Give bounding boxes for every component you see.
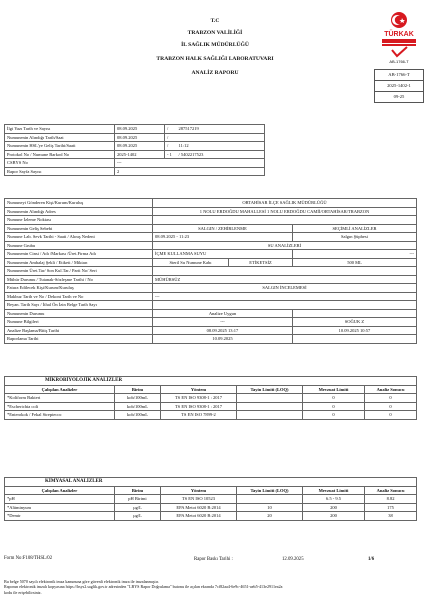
details-row [5, 275, 417, 284]
method: TS EN ISO 7899-2 [161, 411, 237, 420]
info-label: İlgi Yazı Tarih ve Sayısı [5, 125, 115, 134]
limit: 200 [303, 503, 365, 512]
method: TS EN ISO 9308-1 : 2017 [161, 394, 237, 403]
details-row [5, 233, 417, 242]
col-header: Analiz Sonucu [365, 486, 417, 495]
detail-label: Raporlama Tarihi [5, 335, 153, 344]
micro-header-row [5, 385, 417, 394]
detail-value: SALGIN / ZEHİRLENME [153, 224, 293, 233]
detail-value: Analize Uygun [153, 309, 293, 318]
col-header: Çalışılan Analizler [5, 486, 115, 495]
info-row [5, 142, 265, 151]
report-month: 09-25 [393, 94, 405, 99]
info-row [5, 159, 265, 168]
analysis-name: *pH [5, 495, 115, 504]
table-row [5, 495, 417, 504]
detail-label: Numune Bilgileri [5, 318, 153, 327]
details-row [5, 199, 417, 208]
header-line3: İL SAĞLIK MÜDÜRLÜĞÜ [181, 42, 249, 48]
detail-value: ETİKETSİZ [229, 258, 293, 267]
detail-value [153, 216, 417, 225]
unit: µg/L [115, 503, 161, 512]
details-row [5, 301, 417, 310]
col-header: Birim [115, 385, 161, 394]
limit: 0 [303, 394, 365, 403]
detail-value [153, 301, 417, 310]
micro-table [4, 376, 417, 420]
col-header: Çalışılan Analizler [5, 385, 115, 394]
accreditation-code: AB-1766-T [375, 70, 423, 81]
detail-value: MÜHÜRSÜZ [153, 275, 417, 284]
col-header: Yöntem [161, 486, 237, 495]
print-date: 12.09.2025 [282, 557, 304, 562]
result: 8.82 [365, 495, 417, 504]
detail-label: Numunenin Cinsi / Adı /Markası /Üret.Firma Adı [5, 250, 153, 259]
note-line: Bu belge 5070 sayılı elektronik imza kanununa göre güvenli elektronik imza ile imzalanmıştır. [4, 579, 159, 584]
col-header: Mevzuat Limiti [303, 486, 365, 495]
detail-label: Numunenin Durumu [5, 309, 153, 318]
info-label: Protokol No / Numune Barkod No [5, 150, 115, 159]
result: 38 [365, 512, 417, 521]
info-value: / 5402217523 [177, 150, 265, 159]
detail-value [293, 335, 417, 344]
method: TS EN ISO 9308-1 : 2017 [161, 402, 237, 411]
detail-value [293, 309, 417, 318]
details-row [5, 335, 417, 344]
detail-value: İÇME KULLANMA SUYU [153, 250, 293, 259]
unit: kob/100mL [115, 411, 161, 420]
micro-title: MİKROBİYOLOJİK ANALİZLER [5, 377, 417, 386]
details-row [5, 224, 417, 233]
details-row [5, 267, 417, 276]
table-row [5, 402, 417, 411]
loq [237, 402, 303, 411]
info-value: 08.09.2025 [115, 142, 165, 151]
chem-table [4, 477, 417, 521]
result: 0 [365, 402, 417, 411]
unit: pH Birimi [115, 495, 161, 504]
col-header: Yöntem [161, 385, 237, 394]
analysis-name: *Koliform Bakteri [5, 394, 115, 403]
detail-value: 500 ML [293, 258, 417, 267]
details-row [5, 284, 417, 293]
col-header: Tayin Limiti (LOQ) [237, 486, 303, 495]
table-row [5, 512, 417, 521]
detail-label: Beyan. Tarih Sayı / İthal Ön İzin Belge Tarih Sayı [5, 301, 153, 310]
detail-value: 08.09.2025 - 11:23 [153, 233, 293, 242]
info-value: --- [115, 159, 265, 168]
detail-value: SALGIN İNCELEMESİ [153, 284, 417, 293]
detail-label: Numunenin Üret.Tar/ Son Kul.Tar./ Parti No/ Seri [5, 267, 153, 276]
report-number: 2025-1402-1 [375, 81, 423, 92]
details-row [5, 250, 417, 259]
analysis-name: *Escherichia coli [5, 402, 115, 411]
turkak-logo [374, 10, 424, 64]
info-value: 287517219 [177, 125, 265, 134]
detail-label: Numune Grubu [5, 241, 153, 250]
detail-label: Analize Başlama/Bitiş Tarihi [5, 326, 153, 335]
info-row [5, 125, 265, 134]
details-table [4, 198, 417, 344]
detail-value: --- [153, 318, 293, 327]
table-row [5, 394, 417, 403]
info-value: 08.09.2025 [115, 125, 165, 134]
method: EPA Metot 6020 B:2014 [161, 503, 237, 512]
details-row [5, 292, 417, 301]
detail-label: Numuneyi Gönderen Kişi/Kurum/Kuruluş [5, 199, 153, 208]
detail-label: Numunenin Geliş Sebebi [5, 224, 153, 233]
header-line1: T.C [210, 18, 220, 24]
info-label: Numunenin HSL'ye Geliş Tarihi/Saati [5, 142, 115, 151]
details-row [5, 326, 417, 335]
info-label: CSBYS No [5, 159, 115, 168]
signature-note [4, 579, 424, 595]
details-row [5, 216, 417, 225]
unit: kob/100mL [115, 394, 161, 403]
loq [237, 394, 303, 403]
header-line2: TRABZON VALİLİĞİ [187, 30, 243, 36]
info-label: Numunenin Alındığı Tarih/Saat [5, 133, 115, 142]
detail-label: Numunenin Ambalaj Şekli / Etiketi / Miktarı [5, 258, 153, 267]
loq: 20 [237, 512, 303, 521]
detail-value: SU ANALİZLERİ [153, 241, 417, 250]
detail-value [153, 267, 417, 276]
info-value: 2025-1402 [115, 150, 165, 159]
info-sep: / [165, 125, 177, 134]
method: TS EN ISO 10523 [161, 495, 237, 504]
detail-value: 08.09.2025 13:17 [153, 326, 293, 335]
detail-value: --- [153, 292, 417, 301]
method: EPA Metot 6020 B:2014 [161, 512, 237, 521]
header-title: ANALİZ RAPORU [191, 70, 239, 76]
detail-value: 1 NOLU ERDOĞDU MAHALLESİ 1 NOLU ERDOĞDU CAMİİ/ORTAHİSAR/TRABZON [153, 207, 417, 216]
info-label: Rapor Sayfa Sayısı [5, 167, 115, 176]
table-row [5, 503, 417, 512]
col-header: Tayin Limiti (LOQ) [237, 385, 303, 394]
detail-value: SOĞUK Z [293, 318, 417, 327]
details-row [5, 309, 417, 318]
result: 0 [365, 394, 417, 403]
loq: 10 [237, 503, 303, 512]
col-header: Analiz Sonucu [365, 385, 417, 394]
info-sep: / [165, 142, 177, 151]
analysis-name: *Enterokok / Fekal Streptecoc [5, 411, 115, 420]
detail-value: 10.09.2025 [153, 335, 293, 344]
header-line4: TRABZON HALK SAĞLIĞI LABORATUVARI [156, 56, 274, 62]
form-number: Form No:F108/THSL/02 [4, 556, 53, 561]
chem-title: KİMYASAL ANALİZLER [5, 478, 417, 487]
report-code-box [374, 69, 424, 103]
info-sep: / [165, 133, 177, 142]
note-line: Raporun elektronik imzalı kopyasına https://hsys2.saglik.gov.tr adresinden "LBYS Rapor Doğrulama" butonu ile açılan ekranda 7cf82aa4-6e9c-4651-aeb5-413e2911ea2a [4, 584, 283, 590]
unit: µg/L [115, 512, 161, 521]
result: 0 [365, 411, 417, 420]
detail-value: Salgın Şüphesi [293, 233, 417, 242]
detail-label: Numunenin Alındığı Adres [5, 207, 153, 216]
detail-value: Steril Su Numune Kabı [153, 258, 229, 267]
info-value: 2 [115, 167, 265, 176]
details-row [5, 318, 417, 327]
col-header: Birim [115, 486, 161, 495]
details-row [5, 207, 417, 216]
detail-value: --- [293, 250, 417, 259]
print-date-label: Rapor Baskı Tarihi : [194, 557, 233, 562]
info-sep: - 1 [165, 150, 177, 159]
page-number: 1/6 [368, 557, 375, 562]
info-value [177, 133, 265, 142]
detail-label: Mühür Durumu / Tutanak-Sözleşme Tarihi / No [5, 275, 153, 284]
info-value: 11:12 [177, 142, 265, 151]
details-row [5, 241, 417, 250]
loq [237, 495, 303, 504]
detail-label: Numune İzleme Noktası [5, 216, 153, 225]
analysis-name: *Demir [5, 512, 115, 521]
detail-label: Fatura Edilecek Kişi/Kurum/Kuruluş [5, 284, 153, 293]
col-header: Mevzuat Limiti [303, 385, 365, 394]
table-row [5, 411, 417, 420]
detail-value: SEÇİMLİ ANALİZLER [293, 224, 417, 233]
info-row [5, 150, 265, 159]
detail-value: ORTAHİSAR İLÇE SAĞLIK MÜDÜRLÜĞÜ [153, 199, 417, 208]
limit: 0 [303, 402, 365, 411]
logo-text: TÜRKAK [384, 31, 414, 38]
unit: kob/100mL [115, 402, 161, 411]
info-table [4, 124, 265, 176]
info-row [5, 167, 265, 176]
analysis-name: *Alüminyum [5, 503, 115, 512]
info-row [5, 133, 265, 142]
loq [237, 411, 303, 420]
info-value: 08.09.2025 [115, 133, 165, 142]
details-row [5, 258, 417, 267]
logo-sub: AB-1766-T [389, 59, 409, 64]
result: 175 [365, 503, 417, 512]
detail-label: Numune Lab. Sevk Tarihi - Saati / Alınış Nedeni [5, 233, 153, 242]
chem-header-row [5, 486, 417, 495]
limit: 200 [303, 512, 365, 521]
note-line: kodu ile erişebilirsiniz. [4, 589, 42, 595]
detail-value: 10.09.2025 10:57 [293, 326, 417, 335]
detail-label: Makbuz Tarih ve No / Dekont Tarih ve No [5, 292, 153, 301]
limit: 6.5 - 9.5 [303, 495, 365, 504]
limit: 0 [303, 411, 365, 420]
